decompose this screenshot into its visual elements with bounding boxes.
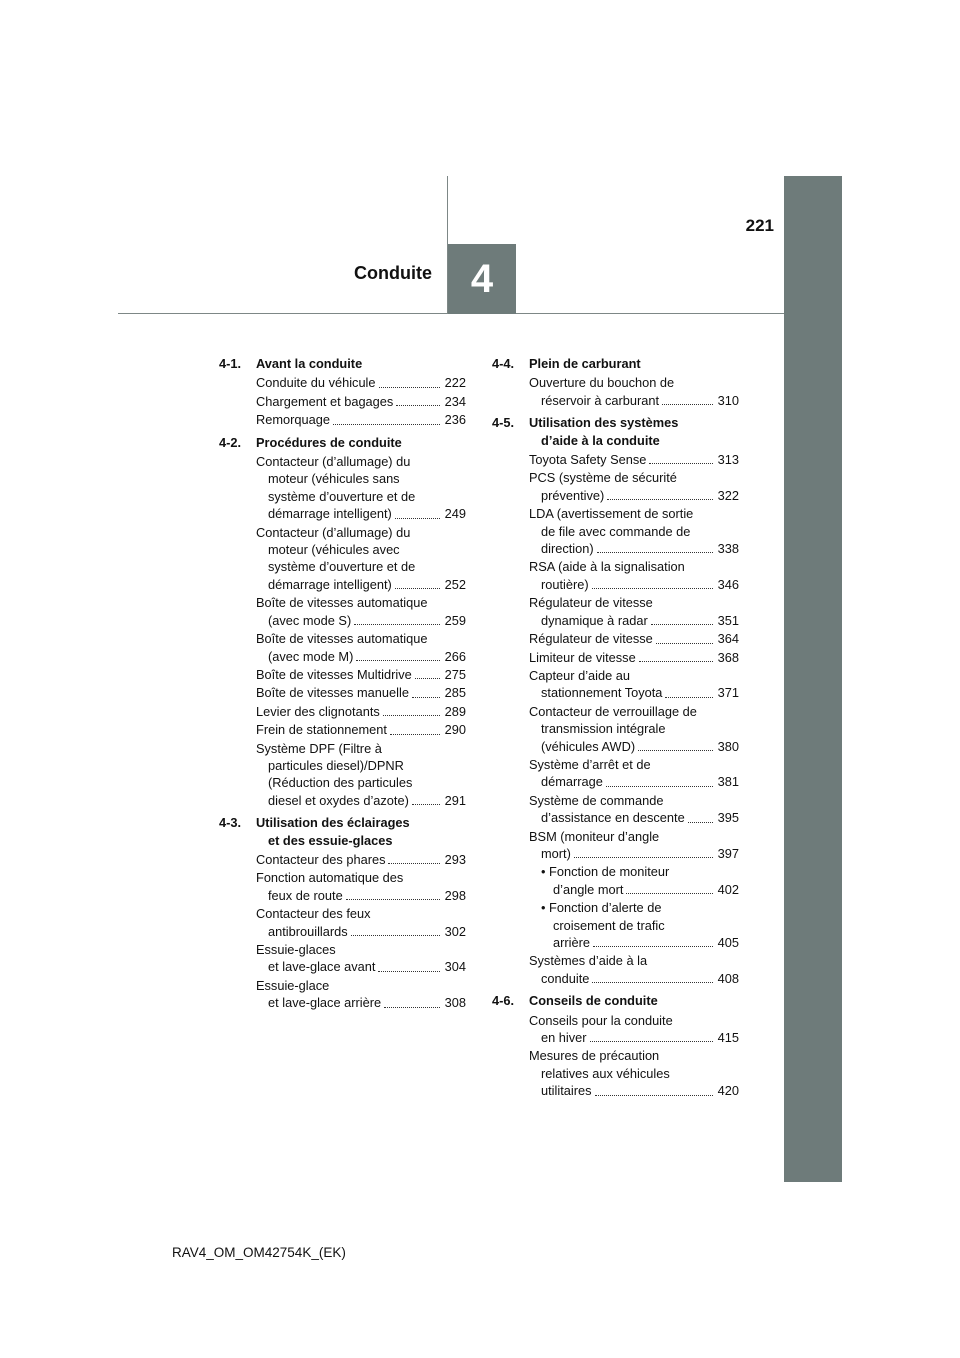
entry-page-number: 285	[444, 685, 466, 701]
entry-title: Contacteur des feux antibrouillards	[256, 906, 371, 939]
entry-page-number: 310	[717, 392, 739, 408]
toc-entry[interactable]	[529, 374, 739, 409]
entry-title: • Fonction d’alerte de croisement de trafic arrière	[541, 900, 665, 950]
entry-title: Contacteur des phares	[256, 851, 386, 867]
toc-section	[219, 434, 466, 810]
entry-page-number: 259	[444, 612, 466, 628]
toc-section-heading[interactable]	[492, 355, 739, 372]
entry-title: Contacteur de verrouillage de transmission intégrale (véhicules AWD)	[529, 703, 697, 754]
entry-title: Chargement et bagages	[256, 393, 394, 409]
entry-title: Système de commande d’assistance en descente	[529, 792, 685, 826]
section-title: Avant la conduite	[256, 356, 363, 371]
toc-entry[interactable]	[256, 393, 466, 410]
toc-entry[interactable]	[529, 558, 739, 593]
toc-entry[interactable]	[256, 411, 466, 428]
entry-title: Capteur d’aide au stationnement Toyota	[529, 667, 663, 701]
dot-leader	[649, 462, 712, 464]
entry-page-number: 371	[717, 685, 739, 701]
entry-page-number: 234	[444, 393, 466, 409]
toc-entry[interactable]	[256, 594, 466, 629]
toc-section	[492, 355, 739, 409]
toc-entry[interactable]	[256, 453, 466, 523]
entry-title: • Fonction de moniteur d’angle mort	[541, 864, 670, 897]
section-title: Plein de carburant	[529, 356, 641, 371]
entry-page-number: 322	[717, 487, 739, 503]
entry-title: Conduite du véhicule	[256, 375, 376, 391]
toc-section	[492, 414, 739, 987]
section-number: 4-2.	[219, 434, 242, 450]
dot-leader	[395, 517, 440, 519]
toc-entry[interactable]	[256, 666, 466, 683]
toc-column-right	[492, 355, 739, 1105]
toc-entry[interactable]	[256, 905, 466, 940]
entry-page-number: 289	[444, 703, 466, 719]
entry-title: Essuie-glace et lave-glace arrière	[256, 977, 382, 1011]
entry-page-number: 351	[717, 612, 739, 628]
dot-leader	[592, 981, 712, 983]
entry-page-number: 266	[444, 648, 466, 664]
entry-title: Boîte de vitesses Multidrive	[256, 666, 412, 682]
dot-leader	[574, 856, 713, 858]
dot-leader	[395, 587, 440, 589]
entry-page-number: 364	[717, 631, 739, 647]
entry-page-number: 302	[444, 923, 466, 939]
entry-title: Système d’arrêt et de démarrage	[529, 756, 651, 790]
entry-page-number: 408	[717, 970, 739, 986]
entry-page-number: 402	[717, 881, 739, 897]
entry-title: Contacteur (d’allumage) du moteur (véhicules avec système d’ouverture et de démarrage intelligent)	[256, 524, 416, 592]
dot-leader	[351, 934, 440, 936]
dot-leader	[390, 733, 440, 735]
toc-entry[interactable]	[256, 977, 466, 1012]
toc-section	[219, 814, 466, 1011]
entry-title: Remorquage	[256, 412, 330, 428]
entry-title: Conseils pour la conduite en hiver	[529, 1012, 673, 1046]
toc-entry[interactable]	[529, 1047, 739, 1099]
entry-title: Système DPF (Filtre à particules diesel)/DPNR (Réduction des particules diesel et oxydes d’azote)	[256, 740, 413, 808]
dot-leader	[378, 970, 439, 972]
dot-leader	[590, 1040, 713, 1042]
toc-entry[interactable]	[529, 505, 739, 557]
entry-title: Toyota Safety Sense	[529, 452, 647, 468]
toc-entry[interactable]	[256, 630, 466, 665]
toc-entry[interactable]	[529, 703, 739, 755]
entry-title: Systèmes d’aide à la conduite	[529, 953, 648, 986]
dot-leader	[639, 660, 713, 662]
toc-section-heading[interactable]	[219, 814, 466, 849]
section-number: 4-1.	[219, 356, 242, 371]
toc-entry[interactable]	[529, 792, 739, 827]
toc-section-heading[interactable]	[492, 992, 739, 1009]
entry-page-number: 405	[717, 935, 739, 950]
entry-title: Levier des clignotants	[256, 703, 380, 719]
toc-sub-entry[interactable]	[529, 899, 739, 951]
toc-entry[interactable]	[256, 524, 466, 594]
entry-page-number: 290	[444, 722, 466, 738]
entry-page-number: 368	[717, 649, 739, 665]
entry-title: LDA (avertissement de sortie de file avec commande de direction)	[529, 506, 694, 557]
section-title: Utilisation des systèmes d’aide à la conduite	[529, 415, 679, 448]
dot-leader	[356, 659, 439, 661]
toc-entry[interactable]	[529, 952, 739, 987]
toc-column-left	[219, 355, 466, 1017]
chapter-title: Conduite	[354, 263, 432, 283]
dot-leader	[688, 821, 713, 823]
dot-leader	[346, 898, 440, 900]
entry-page-number: 275	[444, 666, 466, 682]
entry-page-number: 420	[717, 1083, 739, 1099]
section-title: Conseils de conduite	[529, 993, 658, 1009]
toc-entry[interactable]	[256, 740, 466, 810]
dot-leader	[412, 696, 440, 698]
section-number: 4-6.	[492, 993, 515, 1009]
toc-entry[interactable]	[529, 649, 739, 666]
toc-entry[interactable]	[256, 851, 466, 868]
toc-section-heading[interactable]	[219, 355, 466, 372]
entry-page-number: 380	[717, 738, 739, 754]
dot-leader	[412, 803, 440, 805]
page-number: 221	[745, 216, 774, 235]
dot-leader	[593, 945, 713, 947]
entry-page-number: 397	[717, 845, 739, 861]
toc-entry[interactable]	[256, 684, 466, 701]
entry-title: Frein de stationnement	[256, 722, 387, 738]
toc-entry[interactable]	[529, 756, 739, 791]
chapter-number-box	[448, 244, 516, 314]
dot-leader	[665, 696, 712, 698]
entry-page-number: 252	[444, 576, 466, 592]
entry-page-number: 293	[444, 851, 466, 867]
section-title: Procédures de conduite	[256, 434, 402, 450]
footer-document-code: RAV4_OM_OM42754K_(EK)	[172, 1245, 346, 1260]
side-chapter-tab	[784, 176, 842, 1182]
entry-page-number: 222	[444, 375, 466, 391]
entry-title: Régulateur de vitesse	[529, 631, 653, 647]
entry-page-number: 298	[444, 887, 466, 903]
entry-title: BSM (moniteur d’angle mort)	[529, 828, 660, 861]
dot-leader	[595, 1094, 713, 1096]
entry-page-number: 395	[717, 810, 739, 826]
section-title: Utilisation des éclairages et des essuie-glaces	[256, 815, 410, 848]
entry-title: Régulateur de vitesse dynamique à radar	[529, 595, 653, 628]
entry-title: Fonction automatique des feux de route	[256, 870, 404, 903]
dot-leader	[415, 677, 440, 679]
dot-leader	[379, 386, 440, 388]
entry-title: RSA (aide à la signalisation routière)	[529, 559, 685, 592]
dot-leader	[333, 423, 440, 425]
entry-page-number: 415	[717, 1030, 739, 1046]
dot-leader	[592, 587, 713, 589]
toc-entry[interactable]	[256, 869, 466, 904]
toc-section-heading[interactable]	[492, 414, 739, 449]
dot-leader	[626, 892, 712, 894]
dot-leader	[651, 623, 713, 625]
entry-page-number: 338	[717, 541, 739, 557]
entry-title: Mesures de précaution relatives aux véhicules utilitaires	[529, 1048, 670, 1099]
toc-entry[interactable]	[529, 828, 739, 863]
toc-entry[interactable]	[256, 721, 466, 738]
dot-leader	[656, 642, 713, 644]
entry-page-number: 313	[717, 452, 739, 468]
dot-leader	[606, 785, 713, 787]
toc-entry[interactable]	[529, 1012, 739, 1047]
entry-title: Boîte de vitesses automatique (avec mode S)	[256, 595, 428, 628]
dot-leader	[607, 498, 712, 500]
entry-page-number: 249	[444, 506, 466, 522]
entry-page-number: 308	[444, 995, 466, 1011]
section-number: 4-5.	[492, 415, 515, 431]
dot-leader	[597, 551, 713, 553]
dot-leader	[388, 862, 439, 864]
toc-entry[interactable]	[529, 667, 739, 702]
entry-page-number: 381	[717, 774, 739, 790]
entry-title: PCS (système de sécurité préventive)	[529, 470, 677, 503]
dot-leader	[384, 1006, 440, 1008]
toc-entry[interactable]	[256, 374, 466, 391]
section-number: 4-4.	[492, 356, 515, 371]
entry-page-number: 291	[444, 792, 466, 808]
entry-title: Boîte de vitesses automatique (avec mode M)	[256, 631, 428, 664]
dot-leader	[354, 623, 439, 625]
entry-title: Essuie-glaces et lave-glace avant	[256, 942, 376, 975]
entry-page-number: 236	[444, 412, 466, 428]
section-number: 4-3.	[219, 815, 242, 831]
dot-leader	[638, 749, 713, 751]
toc-entry[interactable]	[256, 941, 466, 976]
dot-leader	[662, 403, 713, 405]
entry-title: Limiteur de vitesse	[529, 649, 636, 665]
entry-title: Boîte de vitesses manuelle	[256, 685, 409, 701]
entry-page-number: 304	[444, 959, 466, 975]
entry-title: Contacteur (d’allumage) du moteur (véhicules sans système d’ouverture et de démarrage intelligent)	[256, 454, 416, 522]
toc-section	[219, 355, 466, 429]
dot-leader	[383, 714, 440, 716]
toc-entry[interactable]	[529, 630, 739, 647]
toc-entry[interactable]	[256, 703, 466, 720]
entry-title: Ouverture du bouchon de réservoir à carburant	[529, 375, 675, 408]
toc-entry[interactable]	[529, 451, 739, 468]
toc-section-heading[interactable]	[219, 434, 466, 451]
toc-entry[interactable]	[529, 469, 739, 504]
toc-section	[492, 992, 739, 1099]
entry-page-number: 346	[717, 576, 739, 592]
toc-sub-entry[interactable]	[529, 863, 739, 898]
toc-entry[interactable]	[529, 594, 739, 629]
dot-leader	[396, 404, 439, 406]
chapter-number: 4	[470, 256, 494, 301]
